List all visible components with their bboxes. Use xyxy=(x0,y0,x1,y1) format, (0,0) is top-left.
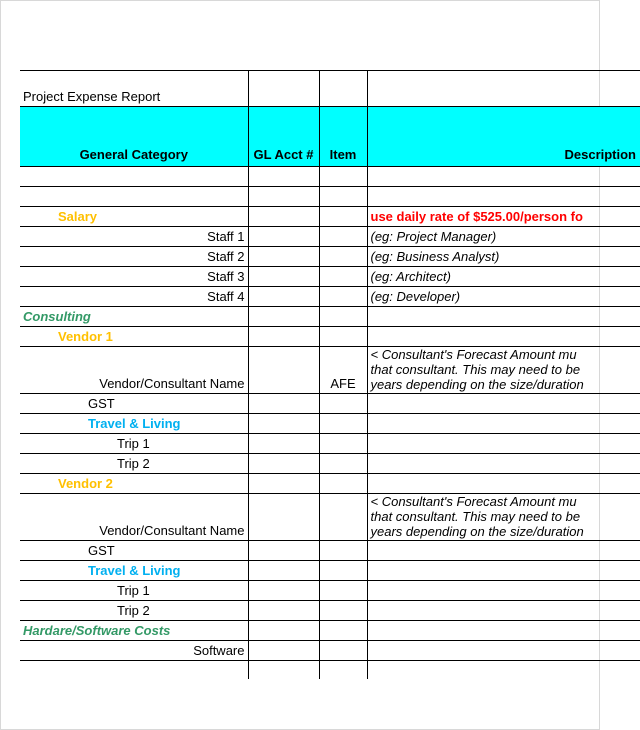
vendor1-name-label[interactable]: Vendor/Consultant Name xyxy=(20,347,248,394)
table-row xyxy=(20,661,640,680)
cell[interactable] xyxy=(319,167,367,187)
cell[interactable] xyxy=(248,494,319,541)
staff-label[interactable]: Staff 3 xyxy=(20,267,248,287)
cell[interactable] xyxy=(367,434,640,454)
cell[interactable] xyxy=(20,167,248,187)
trip-row xyxy=(20,454,640,474)
software-label[interactable]: Software xyxy=(20,641,248,661)
trip-row xyxy=(20,601,640,621)
cell[interactable] xyxy=(367,307,640,327)
vendor1-item[interactable]: AFE xyxy=(319,347,367,394)
vendor1-row xyxy=(20,327,640,347)
staff-row xyxy=(20,227,640,247)
vendor1-trip1[interactable]: Trip 1 xyxy=(20,434,248,454)
vendor1-travel[interactable]: Travel & Living xyxy=(20,414,248,434)
trip-row xyxy=(20,581,640,601)
hardware-row xyxy=(20,621,640,641)
staff-description[interactable]: (eg: Architect) xyxy=(367,267,640,287)
cell[interactable] xyxy=(367,601,640,621)
cell[interactable] xyxy=(20,661,248,680)
cell[interactable] xyxy=(319,307,367,327)
cell[interactable] xyxy=(367,474,640,494)
cell[interactable] xyxy=(319,434,367,454)
vendor1-description[interactable] xyxy=(367,347,640,394)
header-row xyxy=(20,107,640,167)
consulting-row xyxy=(20,307,640,327)
report-title[interactable]: Project Expense Report xyxy=(20,71,248,107)
cell[interactable] xyxy=(248,227,319,247)
cell[interactable] xyxy=(367,541,640,561)
cell[interactable] xyxy=(248,414,319,434)
cell[interactable] xyxy=(248,394,319,414)
vendor2-name-label[interactable]: Vendor/Consultant Name xyxy=(20,494,248,541)
cell[interactable] xyxy=(367,394,640,414)
vendor1-label[interactable]: Vendor 1 xyxy=(20,327,248,347)
cell[interactable] xyxy=(248,454,319,474)
cell[interactable] xyxy=(20,187,248,207)
cell[interactable] xyxy=(319,327,367,347)
table-row xyxy=(20,167,640,187)
cell[interactable] xyxy=(248,327,319,347)
cell[interactable] xyxy=(367,327,640,347)
cell[interactable] xyxy=(367,71,640,107)
vendor2-row xyxy=(20,474,640,494)
cell[interactable] xyxy=(319,454,367,474)
cell[interactable] xyxy=(319,287,367,307)
header-general-category[interactable]: General Category xyxy=(20,107,248,167)
cell[interactable] xyxy=(248,167,319,187)
desc-line: years depending on the size/duration xyxy=(370,377,584,392)
vendor2-description[interactable] xyxy=(367,494,640,541)
staff-label[interactable]: Staff 4 xyxy=(20,287,248,307)
table-row xyxy=(20,187,640,207)
cell[interactable] xyxy=(319,187,367,207)
expense-sheet xyxy=(20,70,636,679)
cell[interactable] xyxy=(248,601,319,621)
cell[interactable] xyxy=(248,541,319,561)
cell[interactable] xyxy=(319,267,367,287)
cell[interactable] xyxy=(319,71,367,107)
vendor2-name-row xyxy=(20,494,640,541)
salary-label[interactable]: Salary xyxy=(20,207,248,227)
cell[interactable] xyxy=(319,414,367,434)
vendor2-label[interactable]: Vendor 2 xyxy=(20,474,248,494)
cell[interactable] xyxy=(248,287,319,307)
cell[interactable] xyxy=(248,434,319,454)
cell[interactable] xyxy=(319,621,367,641)
header-gl-acct[interactable]: GL Acct # xyxy=(248,107,319,167)
cell[interactable] xyxy=(319,494,367,541)
salary-row xyxy=(20,207,640,227)
staff-row xyxy=(20,267,640,287)
cell[interactable] xyxy=(248,641,319,661)
cell[interactable] xyxy=(319,661,367,680)
cell[interactable] xyxy=(319,247,367,267)
cell[interactable] xyxy=(319,641,367,661)
cell[interactable] xyxy=(248,561,319,581)
cell[interactable] xyxy=(367,621,640,641)
vendor1-gst[interactable]: GST xyxy=(20,394,248,414)
title-row xyxy=(20,71,640,107)
staff-row xyxy=(20,247,640,267)
cell[interactable] xyxy=(248,187,319,207)
cell[interactable] xyxy=(367,581,640,601)
cell[interactable] xyxy=(367,641,640,661)
cell[interactable] xyxy=(319,227,367,247)
desc-line: < Consultant's Forecast Amount mu xyxy=(370,347,577,362)
desc-line: years depending on the size/duration xyxy=(370,524,584,539)
salary-rate-note[interactable]: use daily rate of $525.00/person fo xyxy=(367,207,640,227)
cell[interactable] xyxy=(367,454,640,474)
cell[interactable] xyxy=(367,167,640,187)
cell[interactable] xyxy=(248,581,319,601)
cell[interactable] xyxy=(319,394,367,414)
gst-row xyxy=(20,541,640,561)
cell[interactable] xyxy=(319,561,367,581)
expense-table xyxy=(20,70,640,679)
cell[interactable] xyxy=(319,474,367,494)
hardware-label[interactable]: Hardare/Software Costs xyxy=(20,621,248,641)
cell[interactable] xyxy=(319,601,367,621)
cell[interactable] xyxy=(248,71,319,107)
staff-label[interactable]: Staff 1 xyxy=(20,227,248,247)
staff-row xyxy=(20,287,640,307)
vendor2-travel[interactable]: Travel & Living xyxy=(20,561,248,581)
vendor2-trip2[interactable]: Trip 2 xyxy=(20,601,248,621)
staff-description[interactable]: (eg: Project Manager) xyxy=(367,227,640,247)
travel-row xyxy=(20,414,640,434)
staff-description[interactable]: (eg: Business Analyst) xyxy=(367,247,640,267)
cell[interactable] xyxy=(319,207,367,227)
cell[interactable] xyxy=(367,187,640,207)
cell[interactable] xyxy=(248,474,319,494)
cell[interactable] xyxy=(367,414,640,434)
staff-label[interactable]: Staff 2 xyxy=(20,247,248,267)
vendor2-gst[interactable]: GST xyxy=(20,541,248,561)
consulting-label[interactable]: Consulting xyxy=(20,307,248,327)
header-description[interactable]: Description xyxy=(367,107,640,167)
desc-line: that consultant. This may need to be xyxy=(370,509,581,524)
desc-line: that consultant. This may need to be xyxy=(370,362,581,377)
cell[interactable] xyxy=(367,561,640,581)
vendor2-trip1[interactable]: Trip 1 xyxy=(20,581,248,601)
trip-row xyxy=(20,434,640,454)
desc-line: < Consultant's Forecast Amount mu xyxy=(370,494,577,509)
header-item[interactable]: Item xyxy=(319,107,367,167)
cell[interactable] xyxy=(248,661,319,680)
cell[interactable] xyxy=(319,541,367,561)
gst-row xyxy=(20,394,640,414)
vendor1-trip2[interactable]: Trip 2 xyxy=(20,454,248,474)
cell[interactable] xyxy=(248,207,319,227)
cell[interactable] xyxy=(248,347,319,394)
cell[interactable] xyxy=(248,621,319,641)
cell[interactable] xyxy=(248,247,319,267)
travel-row xyxy=(20,561,640,581)
cell[interactable] xyxy=(319,581,367,601)
cell[interactable] xyxy=(248,267,319,287)
cell[interactable] xyxy=(248,307,319,327)
staff-description[interactable]: (eg: Developer) xyxy=(367,287,640,307)
software-row xyxy=(20,641,640,661)
cell[interactable] xyxy=(367,661,640,680)
vendor1-name-row xyxy=(20,347,640,394)
